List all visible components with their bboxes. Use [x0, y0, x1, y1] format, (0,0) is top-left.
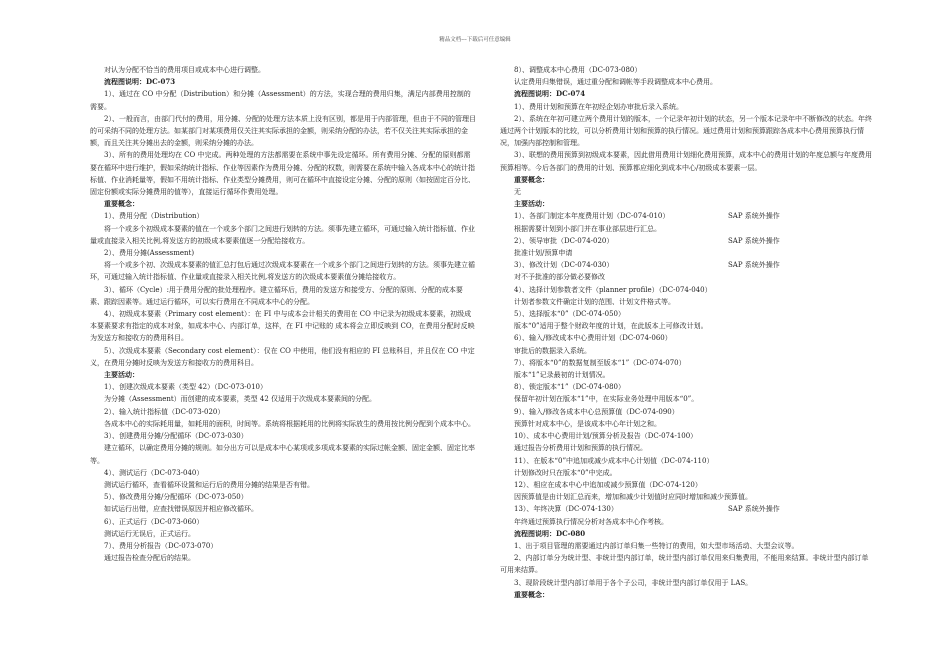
concepts-heading: 重要概念： — [104, 199, 139, 209]
activity-title: 1）、创建次级成本要素（类型 42）（DC-073-010） — [104, 383, 268, 392]
activity-body: 测试运行循环，查看循环设置和运行后的费用分摊的结果是否有错。 — [104, 480, 314, 489]
activity-title: 9）、输入/修改各成本中心总预算值（DC-074-090） — [514, 407, 679, 416]
activity-title: 4）、测试运行（DC-073-040） — [104, 468, 204, 477]
activity-title: 6）、正式运行（DC-073-060） — [104, 517, 204, 526]
dc073-paragraph: 2）、一般而言，由部门代付的费用，用分摊、分配的处理方法本质上没有区别，都是用于内部管理，但由于不同的管理目的可采纳不同的处理方法。如某部门对某项费用仅关注其实际承担的金额，则采纳分配的办法，若不仅关注其实际承担的金额，而且关注其分摊出去的金额，则采纳分摊的办法。 — [90, 114, 476, 148]
activity-title: 8）、调整成本中心费用（DC-073-080） — [514, 66, 642, 74]
dc080-paragraph: 3、现阶段统计型内部订单用于各个子公司，非统计型内部订单仅用于 LAS。 — [514, 578, 753, 587]
dc074-paragraph: 3）、联想的费用预算到初级成本要素，因此借用费用计划细化费用预算，成本中心的费用计划的年度总额与年度费用预算相等。今后各部门的费用的计划、预算都应细化到成本中心/初级成本要素一层。 — [500, 151, 872, 172]
left-column — [90, 64, 476, 564]
activity-body: 通过报告分析费用计划和预算的执行情况。 — [514, 444, 647, 453]
activity-title: 7）、费用分析报告（DC-073-070） — [104, 541, 218, 550]
activity-title: 12）、相应在成本中心中追加或减少预算值（DC-074-120） — [514, 480, 702, 489]
activity-title: 6）、输入/修改成本中心费用计划（DC-074-060） — [514, 334, 672, 343]
dc080-paragraph: 2、内部订单分为统计型、非统计型内部订单，统计型内部订单仅用来归集费用，不能用来结算。非统计型内部订单可用来结算。 — [500, 554, 869, 575]
activity-body: 预算针对成本中心，是该成本中心年计划之和。 — [514, 419, 661, 428]
activity-body: 版本“1”记录最初的计划情况。 — [514, 371, 610, 380]
activity-body: 保留年初计划在版本“1”中，在实际业务处理中用版本“0”。 — [514, 395, 699, 404]
activity-body: 因预算值是由计划汇总而来，增加和减少计划值时应同时增加和减少预算值。 — [514, 493, 752, 502]
concept-body: 将一个或多个初、次级成本要素的值汇总打包后通过次级成本要素在一个或多个部门之间进行划转的方法。须事先建立循环，可通过输入统计指标值、作业量或直接录入相关比例,将发送方的次级成本要素值分摊给接收方。 — [90, 261, 475, 282]
activity-title: 4）、选择计划参数者文件（planner profile）（DC-074-040） — [514, 285, 712, 294]
concept-item: 3）、循环（Cycle）:用于费用分配的批处理程序。建立循环后，费用的发送方和接受方、分配的原则、分配的成本要素、跟踪因素等。通过运行循环，可以实行费用在不同成本中心的分配。 — [90, 285, 463, 306]
activity-body: 建立循环，以确定费用分摊的规则。如分出方可以是成本中心某项或多项成本要素的实际过帐金额、固定金额、固定比率等。 — [90, 444, 475, 465]
dc073-paragraph: 1）、通过在 CO 中分配（Distribution）和分摊（Assessment）的方法，实现合理的费用归集，满足内部费用控制的需要。 — [90, 90, 471, 111]
activity-title: 3）、修改计划（DC-074-030） — [514, 261, 614, 270]
concepts-heading: 重要概念： — [514, 589, 549, 599]
activities-heading: 主要活动： — [514, 199, 549, 209]
dc074-paragraph: 2）、系统在年初可建立两个费用计划的版本，一个记录年初计划的状态，另一个版本记录年中不断修改的状态。年终通过两个计划版本的比较，可以分析费用计划和预算的执行情况。通过费用计划和预算跟踪各成本中心费用预算执行情况，加强内部控制和管理。 — [500, 114, 872, 148]
activity-body: 根据需要计划到小部门并在事业部层进行汇总。 — [514, 224, 661, 233]
activity-body: 认定费用归集错误，通过重分配和调帐等手段调整成本中心费用。 — [514, 78, 717, 87]
activity-body: 各成本中心的实际耗用量，如耗用的面积，时间等。系统将根据耗用的比例将实际放生的费用按比例分配到个成本中心。 — [104, 419, 475, 428]
dc074-title: 流程图说明：DC-074 — [514, 89, 586, 99]
activity-row — [500, 210, 872, 222]
activity-body: 通过报告检查分配后的结果。 — [104, 554, 195, 563]
activity-title: 5）、选择版本“0”（DC-074-050） — [514, 310, 625, 319]
activity-title: 5）、修改费用分摊/分配循环（DC-073-050） — [104, 493, 248, 502]
activity-row — [500, 503, 872, 515]
activity-title: 13）、年终决算（DC-074-130） — [514, 505, 618, 514]
dc073-paragraph: 3）、所有的费用处理均在 CO 中完成。两种处理的方法都需要在系统中事先设定循环。所有费用分摊、分配的原则都需要在循环中进行维护，假如采纳统计指标、作业等因素作为费用分摊、分配的权数，则需要在系统中输入各成本中心的统计指标值、作业消耗量等，假如不用统计指标、作业类型分摊费用，则可在循环中直接设定分摊、分配的原则（如按固定百分比、固定份额或实际分摊费用的值等），直接运行循环作费用处理。 — [90, 151, 475, 197]
activity-title: 7）、将版本“0”的数据复制至版本“1”（DC-074-070） — [514, 358, 686, 367]
activity-body: 批准计划/预算申请 — [514, 249, 573, 258]
activity-body: 审批后的数据录入系统。 — [514, 346, 591, 355]
activity-note: SAP 系统外操作 — [728, 236, 780, 245]
activity-body: 版本“0”适用于整个财政年度的计划，在此版本上可修改计划。 — [514, 322, 708, 331]
activity-title: 2）、领导审批（DC-074-020） — [514, 236, 614, 245]
activities-heading: 主要活动： — [104, 370, 139, 380]
dc080-paragraph: 1、出于项目管理的需要通过内部订单归集一些特订的费用，如大型市场活动、大型会议等。 — [514, 541, 799, 550]
activity-title: 2）、输入统计指标值（DC-073-020） — [104, 407, 225, 416]
activity-row — [500, 235, 872, 247]
concept-item: 4）、初级成本要素（Primary cost element）：在 FI 中与成本会计相关的费用在 CO 中记录为初级成本要素，初级成本要素要求有指定的成本对象，如成本中心、内部订单，这样，在 FI 中记账的 成本将会立即反映到 CO，在费用分配时反映为发送方和接收方的费用科目。 — [90, 310, 475, 343]
dc073-title: 流程图说明：DC-073 — [104, 77, 176, 87]
activity-note: SAP 系统外操作 — [728, 261, 780, 270]
concepts-none: 无 — [514, 188, 521, 197]
right-column — [500, 64, 872, 601]
page-header: 精品文档---下载后可任意编辑 — [439, 37, 511, 43]
activity-title: 11）、在版本“0”中追加或减少成本中心计划值（DC-074-110） — [514, 456, 714, 465]
concepts-heading: 重要概念： — [514, 174, 549, 184]
activity-title: 3）、创建费用分摊/分配循环（DC-073-030） — [104, 432, 248, 441]
activity-note: SAP 系统外操作 — [728, 212, 780, 221]
activity-title: 10）、成本中心费用计划/预算分析及报告（DC-074-100） — [514, 432, 698, 441]
activity-body: 年终通过预算执行情况分析对各成本中心作考核。 — [514, 517, 668, 526]
concept-body: 将一个或多个初级成本要素的值在一个或多个部门之间进行划转的方法。须事先建立循环，可通过输入统计指标值、作业量或直接录入相关比例,将发送方的初级成本要素值逐一分配给接收方。 — [90, 224, 475, 245]
concept-title: 2）、费用分摊(Assessment) — [104, 249, 195, 258]
activity-row — [500, 259, 872, 271]
activity-body: 计划者参数文件确定计划的范围、计划文件格式等。 — [514, 297, 675, 306]
dc080-title: 流程图说明：DC-080 — [514, 528, 586, 538]
activity-title: 8）、锁定版本“1”（DC-074-080） — [514, 383, 625, 392]
concept-item: 5）、次级成本要素（Secondary cost element）：仅在 CO 中使用，他们没有相应的 FI 总账科目，并且仅在 CO 中定义，在费用分摊时反映为发送方和接收方的费用科目。 — [90, 346, 475, 367]
activity-body: 为分摊（Assessment）而创建的成本要素，类型 42 仅适用于次级成本要素间的分配。 — [104, 395, 377, 404]
activity-note: SAP 系统外操作 — [728, 505, 780, 514]
activity-body: 计划修改时只在版本“0”中完成。 — [514, 468, 617, 477]
activity-body: 测试运行无误后，正式运行。 — [104, 529, 195, 538]
concept-title: 1）、费用分配（Distribution） — [104, 212, 204, 221]
activity-title: 1）、各部门制定本年度费用计划（DC-074-010） — [514, 212, 670, 221]
intro-text: 对认为分配不恰当的费用项目或成本中心进行调整。 — [104, 66, 265, 74]
activity-body: 对不予批准的部分做必要修改 — [514, 273, 605, 282]
dc074-paragraph: 1）、费用计划和预算在年初经企划办审批后录入系统。 — [514, 102, 683, 111]
activity-body: 如试运行出错，应查找错误原因并相应修改循环。 — [104, 505, 258, 514]
